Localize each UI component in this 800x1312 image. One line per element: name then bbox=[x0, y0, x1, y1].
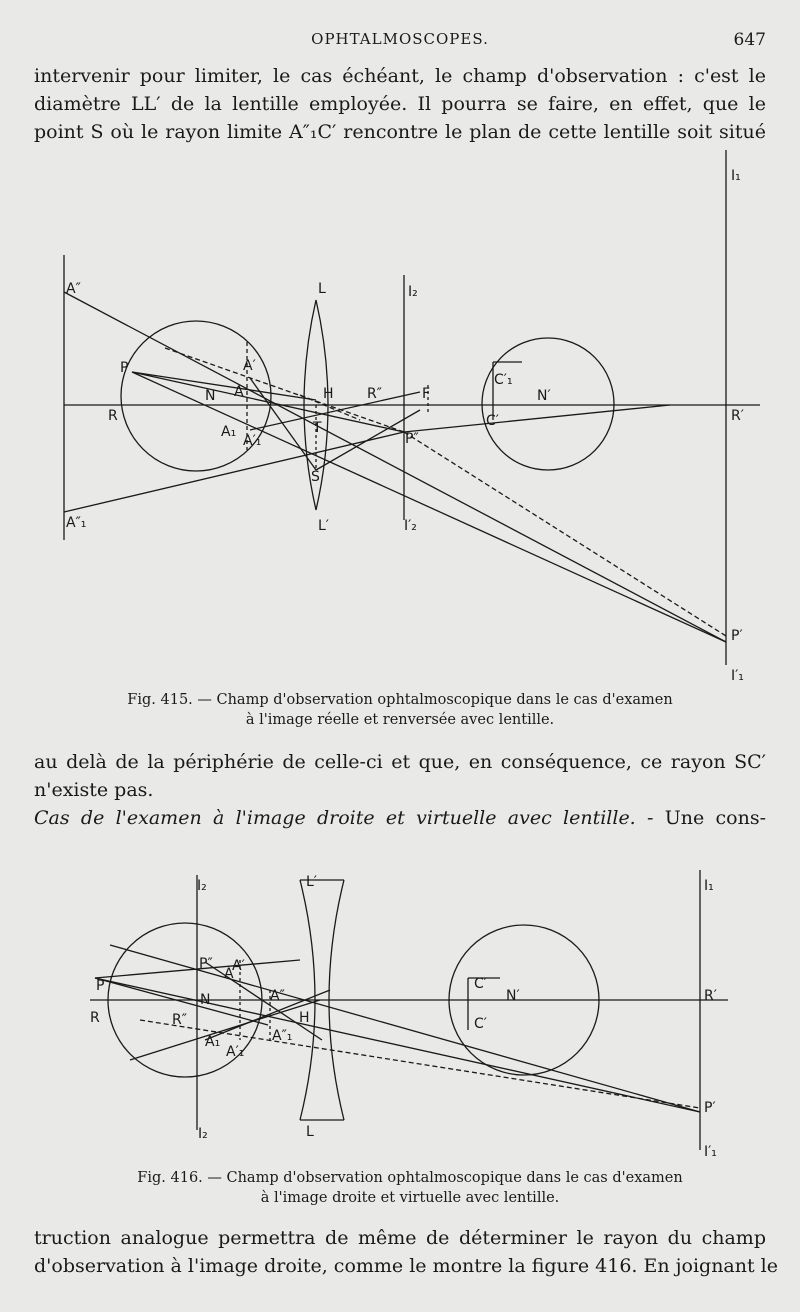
fig415-label-t: T bbox=[313, 420, 322, 436]
fig416-label-r: R bbox=[90, 1010, 100, 1026]
fig416-label-p-prime: P′ bbox=[704, 1100, 716, 1116]
text-line: point S où le rayon limite A″₁C′ rencontre le plan de cette lentille soit situé bbox=[34, 121, 766, 143]
fig416-label-c-prime: C′ bbox=[474, 976, 487, 992]
fig416-label-p: P bbox=[96, 978, 105, 994]
text-line: d'observation à l'image droite, comme le montre la figure 416. En joignant le bbox=[34, 1255, 778, 1277]
fig416-label-h: H bbox=[299, 1010, 310, 1026]
fig415-label-a2: A″ bbox=[66, 281, 81, 297]
fig415-observed-eye bbox=[482, 338, 614, 470]
section-continuation: - Une cons- bbox=[635, 807, 766, 829]
section-heading-line bbox=[34, 804, 766, 832]
fig416-label-a2: A″ bbox=[270, 988, 285, 1004]
fig415-label-h: H bbox=[323, 386, 334, 402]
paragraph-bottom bbox=[34, 1224, 778, 1280]
paragraph-top bbox=[34, 62, 766, 146]
fig415-label-l-prime: L′ bbox=[318, 518, 329, 534]
fig415-label-i1-prime: I′₁ bbox=[731, 668, 744, 684]
caption-line: à l'image réelle et renversée avec lentille. bbox=[245, 712, 555, 728]
fig416-label-a1-prime: A′₁ bbox=[226, 1044, 245, 1060]
text-line: au delà de la périphérie de celle-ci et que, en conséquence, ce rayon SC′ bbox=[34, 751, 766, 773]
caption-line: Fig. 416. — Champ d'observation ophtalmoscopique dans le cas d'examen bbox=[137, 1170, 683, 1186]
caption-line: Fig. 415. — Champ d'observation ophtalmoscopique dans le cas d'examen bbox=[127, 692, 673, 708]
fig415-label-i2-prime: I′₂ bbox=[404, 518, 417, 534]
fig415-label-n-prime: N′ bbox=[537, 388, 551, 404]
fig416-label-i1: I₁ bbox=[704, 878, 714, 894]
fig416-label-a1: A₁ bbox=[205, 1034, 221, 1050]
page-number: 647 bbox=[733, 30, 766, 50]
caption-line: à l'image droite et virtuelle avec lentille. bbox=[260, 1190, 560, 1206]
paragraph-middle bbox=[34, 748, 766, 832]
section-heading: Cas de l'examen à l'image droite et virtuelle avec lentille. bbox=[34, 807, 636, 829]
fig415-label-a: A bbox=[234, 384, 244, 400]
running-head bbox=[0, 30, 800, 52]
fig416-label-i2: I₂ bbox=[197, 878, 207, 894]
figure-416-diagram bbox=[0, 868, 800, 1170]
fig415-label-r-prime: R′ bbox=[731, 408, 744, 424]
fig415-label-c-prime: C′ bbox=[486, 413, 499, 429]
fig416-label-r2: R″ bbox=[172, 1012, 187, 1028]
fig416-label-l-prime: L′ bbox=[306, 874, 317, 890]
figure-416-caption bbox=[110, 1168, 710, 1208]
figure-415-diagram bbox=[0, 150, 800, 690]
figure-415-caption bbox=[60, 690, 740, 730]
fig416-label-p2: P″ bbox=[199, 956, 213, 972]
fig415-label-c1: C′₁ bbox=[494, 372, 513, 388]
fig416-label-i1-prime: I′₁ bbox=[704, 1144, 717, 1160]
fig415-label-i2: I₂ bbox=[408, 284, 418, 300]
fig415-label-a1: A₁ bbox=[221, 424, 237, 440]
text-line: intervenir pour limiter, le cas échéant, le champ d'observation : c'est le bbox=[34, 65, 766, 87]
fig415-label-a-prime: A′ bbox=[243, 358, 256, 374]
fig415-label-p: P bbox=[120, 360, 129, 376]
fig415-label-p2: P″ bbox=[405, 431, 419, 447]
text-line: diamètre LL′ de la lentille employée. Il pourra se faire, en effet, que le bbox=[34, 93, 766, 115]
fig415-label-r: R bbox=[108, 408, 118, 424]
fig415-label-r2: R″ bbox=[367, 386, 382, 402]
running-title: OPHTALMOSCOPES. bbox=[311, 30, 489, 48]
fig416-label-c-prime-lower: C′ bbox=[474, 1016, 487, 1032]
text-line: n'existe pas. bbox=[34, 779, 154, 801]
fig415-label-s: S bbox=[311, 469, 320, 485]
fig416-label-r-prime: R′ bbox=[704, 988, 717, 1004]
fig416-label-a-prime: A′ bbox=[232, 958, 245, 974]
fig415-label-i1: I₁ bbox=[731, 168, 741, 184]
fig416-label-n: N bbox=[200, 992, 211, 1008]
fig416-label-l: L bbox=[306, 1124, 314, 1140]
fig415-label-a1-prime: A′₁ bbox=[243, 433, 262, 449]
fig416-label-n-prime: N′ bbox=[506, 988, 520, 1004]
fig415-label-n: N bbox=[205, 388, 216, 404]
fig416-label-a2-lower: A″₁ bbox=[272, 1028, 293, 1044]
fig415-label-p-prime: P′ bbox=[731, 628, 743, 644]
fig415-label-a2-lower: A″₁ bbox=[66, 515, 87, 531]
fig416-label-a: A bbox=[224, 966, 234, 982]
fig416-label-i2-lower: I₂ bbox=[198, 1126, 208, 1142]
fig415-label-f: F bbox=[422, 386, 431, 402]
fig415-label-l: L bbox=[318, 281, 326, 297]
text-line: truction analogue permettra de même de déterminer le rayon du champ bbox=[34, 1227, 766, 1249]
